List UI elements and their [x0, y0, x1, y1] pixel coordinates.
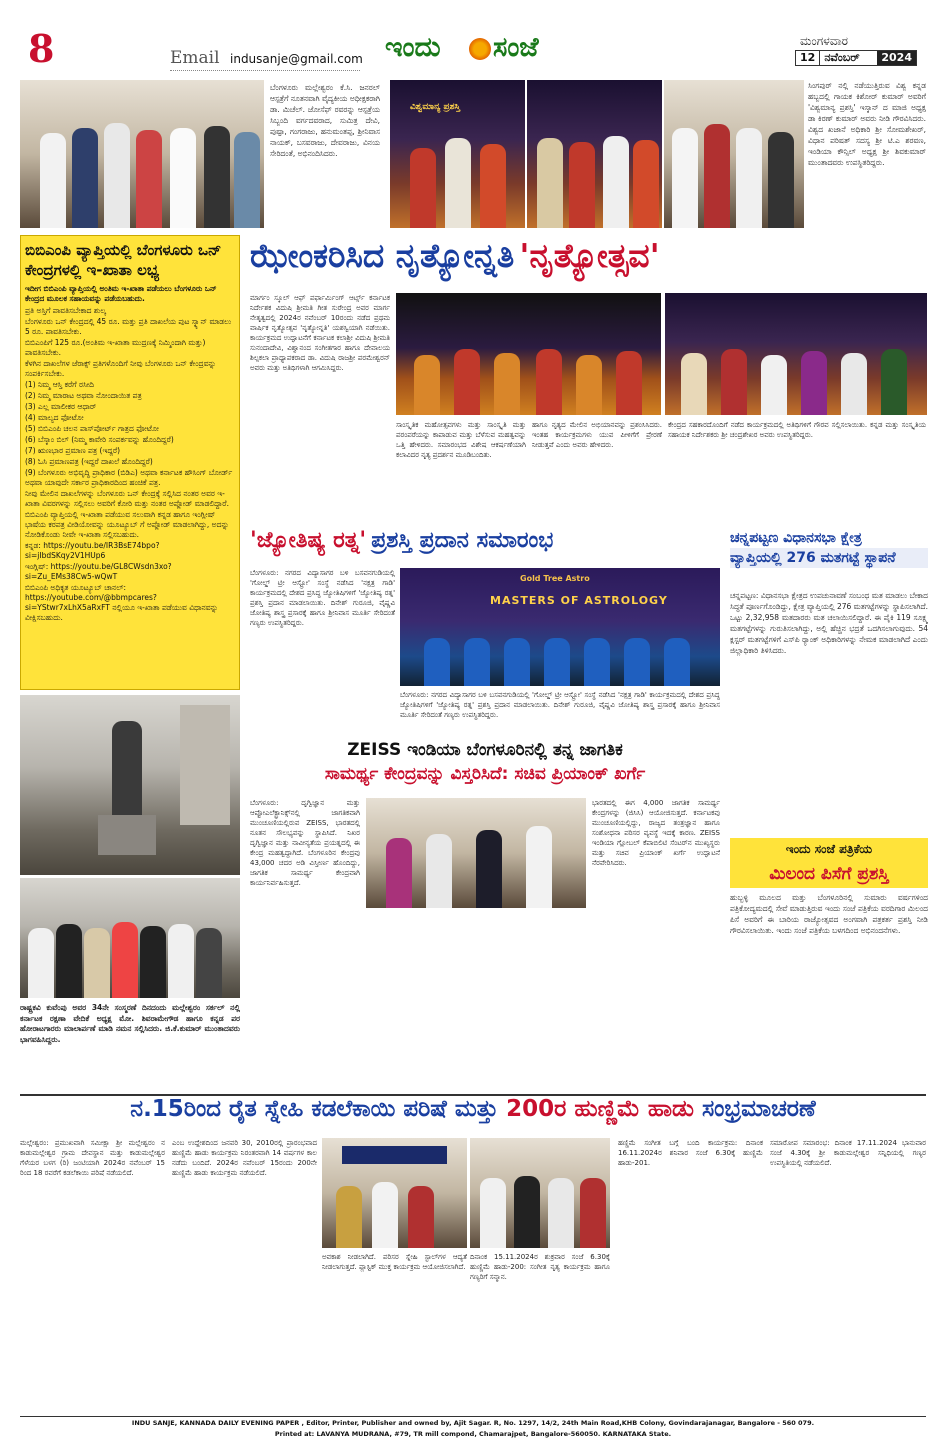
bottom-col-5: ಹಣ್ಣಿಮೆ ಸಂಗೀತ ಬಗ್ಗೆ ಬಂದಿ ಕಾರ್ಯಕ್ರಮ: ದಿನಾಂಕ 16.11.2024ರ ಶನಿವಾರ ಸಂಜೆ 6.30ಕ್ಕೆ ಹುಣ್ಣಿಮೆ ಹಾಡು-201. — [618, 1139, 763, 1167]
bottom-col-1: ಮಲ್ಲೇಶ್ವರಂ: ಪ್ರಮುಖವಾಗಿ ಸಮೀಕ್ಷಾ ಶ್ರೀ ಮಲ್ಲೇಶ್ವರಂ ನ ಕಾಡುಮಲ್ಲೇಶ್ವರ ಗ್ರಾಮ ದೇವಸ್ಥಾನ ಮತ್ತು ಕಾಡುಮಲ್ಲೇಶ್ವರ ಗೆಳೆಯರ ಬಳಗ (ರಿ) ಜಂಟಿಯಾಗಿ 2024ರ ನವೆಂಬರ್ 15 ರಿಂದ 18 ರವರೆಗೆ ಕಡಲೆಕಾಯಿ ಪರಿಷೆ ನಡೆಯಲಿದೆ. — [20, 1139, 165, 1177]
statue-caption: ರಾಷ್ಟ್ರಕವಿ ಕುವೆಂಪು ಅವರ 34ನೇ ಸಂಸ್ಮರಣೆ ದಿನದಂದು ಮಲ್ಲೇಶ್ವರಂ ಸರ್ಕಲ್ ನಲ್ಲಿ ಕರ್ನಾಟಕ ರಕ್ಷಣಾ ವೇದಿಕೆ ಅಧ್ಯಕ್ಷ ಮೋ. ಶಿವರಾಮೇಗೌಡ ಹಾಗೂ ಕನ್ನಡ ಪರ ಹೋರಾಟಗಾರರು ಮಾಲಾರ್ಪಣೆ ಮಾಡಿ ನಮನ ಸಲ್ಲಿಸಿದರು. ಜಿ.ಕೆ.ಕುಮಾರ್ ಮುಂತಾದವರು ಭಾಗವಹಿಸಿದ್ದರು. — [20, 1003, 240, 1044]
bottom-headline-a: ನ.15ರಿಂದ ರೈತ ಸ್ನೇಹಿ ಕಡಲೆಕಾಯಿ ಪರಿಷೆ ಮತ್ತು — [130, 1096, 507, 1122]
election-headline — [730, 528, 928, 588]
award-photo-right — [527, 80, 662, 228]
page-number: 8 — [28, 26, 55, 71]
bottom-col-4: ದಿನಾಂಕ 15.11.2024ರ ಶುಕ್ರವಾರ ಸಂಜೆ 6.30ಕ್ಕೆ ಹುಣ್ಣಿಮೆ ಹಾಡು-200: ಸಂಗೀತ ನೃತ್ಯ ಕಾರ್ಯಕ್ರಮ ಹಾಗೂ ಗಣ್ಯರಿಗೆ ಸನ್ಮಾನ. — [470, 1253, 610, 1281]
logo — [385, 32, 570, 68]
astrology-col-2 — [400, 690, 720, 730]
bottom-photo-group — [470, 1138, 610, 1248]
email-label: Email — [170, 48, 220, 68]
bbmp-list-item: ನೀವು ಮೇಲಿನ ದಾಖಲೆಗಳನ್ನು ಬೆಂಗಳೂರು ಒನ್ ಕೇಂದ್ರಕ್ಕೆ ಸಲ್ಲಿಸಿದ ನಂತರ ಅವರ ಇ-ಖಾತಾ ವಿವರಗಳನ್ನು ಸಲ್ಲಿಸಲು ಅವರಿಗೆ ಕೋರಿ ಮತ್ತು ನಂತರ ಅಪ್ಲೋಡ್ ಮಾಡಲಿದ್ದಾರೆ. — [25, 489, 229, 508]
bbmp-list-item: (2) ನಿಮ್ಮ ಮಾರಾಟ ಅಥವಾ ನೋಂದಾಯಿತ ಪತ್ರ — [25, 391, 142, 400]
bottom-col-6: ಸಮಾರೋಪ ಸಮಾರಂಭ: ದಿನಾಂಕ 17.11.2024 ಭಾನುವಾರ ಸಂಜೆ 4.30ಕ್ಕೆ ಶ್ರೀ ಕಾಡುಮಲ್ಲೇಶ್ವರ ಸನ್ನಿಧಿಯಲ್ಲಿ ಗಣ್ಯರ ಉಪಸ್ಥಿತಿಯಲ್ಲಿ ನಡೆಯಲಿದೆ. — [770, 1139, 926, 1167]
zeiss-headline — [250, 738, 720, 798]
banner-caption: ವಿಶ್ವಮಾನ್ಯ ಪ್ರಶಸ್ತಿ — [410, 102, 461, 112]
hospital-photo — [20, 80, 264, 228]
bbmp-list-item: (1) ನಿಮ್ಮ ಆಸ್ತಿ ಕರೆಗೆ ರಸೀದಿ — [25, 380, 95, 389]
day-label: ಮಂಗಳವಾರ — [800, 34, 849, 48]
bbmp-list-item: (5) ಬಿಬಿಎಂಪಿ ಚಲನ ಪಾಸ್‌ಪೋರ್ಟ್ ಗಾತ್ರದ ಫೋಟೋ — [25, 424, 159, 433]
bbmp-list-item: ಪ್ರತಿ ಅಸ್ತಿಗೆ ಪಾವತಿಸಬೇಕಾದ ಶುಲ್ಕ — [25, 306, 106, 315]
award-photo-left — [390, 80, 525, 228]
dance-col-4: ಕೇಂದ್ರದ ಸಹಕಾರದೊಂದಿಗೆ ನಡೆದ ಕಾರ್ಯಕ್ರಮದಲ್ಲಿ ಅತಿಥಿಗಳಿಗೆ ಗೌರವ ಸಲ್ಲಿಸಲಾಯಿತು. ಕನ್ನಡ ಮತ್ತು ಸಂಸ್ಕೃತಿಯ ಸಹಾಯಕ ನಿರ್ದೇಶಕರು ಶ್ರೀ ಚಂದ್ರಶೇಖರ ಅವರು ಉಪಸ್ಥಿತರಿದ್ದರು. — [668, 421, 926, 439]
astrology-headline — [250, 528, 720, 568]
date-day: 12 — [796, 51, 820, 65]
bbmp-list-item: (4) ಮಾಲ್ಯದ ಫೋಟೋ — [25, 413, 84, 422]
logo-right: ಸಂಜೆ — [493, 32, 539, 63]
award-text: ಹುಬ್ಬಳ್ಳಿ ಮೂಲದ ಮತ್ತು ಬೆಂಗಳೂರಿನಲ್ಲಿ ಸುಮಾರು ವರ್ಷಗಳಿಂದ ಪತ್ರಿಕೋದ್ಯಮದಲ್ಲಿ ಸೇವೆ ಮಾಡುತ್ತಿರುವ ಇಂದು ಸಂಜೆ ಪತ್ರಿಕೆಯ ವರದಿಗಾರ ಮಿಲಂದ ಪಿಸೆ ಅವರಿಗೆ ಈ ಬಾರಿಯ ರಾಜ್ಯೋತ್ಸವದ ಅಂಗವಾಗಿ ಪತ್ರಕರ್ತ ಪ್ರಶಸ್ತಿ ನೀಡಿ ಗೌರವಿಸಲಾಯಿತು. ಇಂದು ಸಂಜೆ ಪತ್ರಿಕೆಯ ಬಳಗದಿಂದ ಅಭಿನಂದನೆಗಳು. — [730, 893, 928, 935]
dance-headline — [250, 236, 930, 286]
zeiss-headline-line1: ZEISS ಇಂಡಿಯಾ ಬೆಂಗಳೂರಿನಲ್ಲಿ ತನ್ನ ಜಾಗತಿಕ — [347, 740, 623, 760]
bbmp-headline: ಬಿಬಿಎಂಪಿ ವ್ಯಾಪ್ತಿಯಲ್ಲಿ ಬೆಂಗಳೂರು ಒನ್ ಕೇಂದ್ರಗಳಲ್ಲಿ ಇ-ಖಾತಾ ಲಭ್ಯ — [25, 241, 222, 279]
sun-icon — [469, 38, 491, 60]
dance-col-2: ಸಾಂಸ್ಕೃತಿಕ ಮಹೋತ್ಸವಗಳು ಮತ್ತು ಸಾಂಸ್ಕೃತಿ ಮತ್ತು ಪರಂಪರೆಯನ್ನು ಕಾಪಾಡುವ ಮತ್ತು ಬೆಳೆಸುವ ಮಹತ್ವವನ್ನು ಒತ್ತಿ ಹೇಳಿದರು. ಸಮಾರಂಭದ ವಿಶೇಷ ಆಕರ್ಷಣೆಯಾಗಿ ಕಲಾವಿದರ ನೃತ್ಯ ಪ್ರದರ್ಶನ ಮೂಡಿಬಂದಿತು. — [396, 421, 526, 459]
footer-line-1: INDU SANJE, KANNADA DAILY EVENING PAPER , Editor, Printer, Publisher and owned by, Ajit Sagar. R, No. 1297, 14/2, 24th Main Road,KHB Colony, Govindarajanagar, Bangalore - 560 079. — [131, 1419, 815, 1427]
singapore-story-text: ಸಿಂಗಪುರ್ ನಲ್ಲಿ ನಡೆಯುತ್ತಿರುವ ವಿಶ್ವ ಕನ್ನಡ ಹಬ್ಬದಲ್ಲಿ ಗಾಯಕ ಕಿಶೋರ್ ಕುಮಾರ್ ಅವರಿಗೆ 'ವಿಶ್ವಮಾನ್ಯ ಪ್ರಶಸ್ತಿ' ಇಸ್ಕಾನ್ ದ ಮಾಜಿ ಅಧ್ಯಕ್ಷ ಡಾ ಕಿರಣ್ ಕುಮಾರ್ ಅವರು ನೀಡಿ ಗೌರವಿಸಿದರು. ವಿಶ್ವದ ಖಜಾನೆ ಅಧಿಕಾರಿ ಶ್ರೀ ಸೋಮಶೇಖರ್, ವಿಧಾನ ಪರಿಷತ್ ಸದಸ್ಯ ಶ್ರೀ ಟಿ.ಎ ಶರವಣ, ಇಂಡಿಯಾ ಕೌನ್ಸಿಲ್ ಅಧ್ಯಕ್ಷ ಶ್ರೀ ಶಿವಕುಮಾರ್ ಮುಂತಾದವರು ಉಪಸ್ಥಿತರಿದ್ದರು. — [808, 81, 926, 167]
dance-photo-performers — [396, 293, 661, 415]
dance-headline-part2: 'ನೃತ್ಯೋತ್ಸವ' — [519, 236, 660, 275]
award-title-line1: ಇಂದು ಸಂಜೆ ಪತ್ರಿಕೆಯ — [730, 838, 928, 860]
zeiss-headline-line2: ಸಾಮರ್ಥ್ಯ ಕೇಂದ್ರವನ್ನು ವಿಸ್ತರಿಸಿದೆ: ಸಚಿವ ಪ್ರಿಯಾಂಕ್ ಖರ್ಗೆ — [324, 764, 646, 784]
zeiss-text-left: ಬೆಂಗಳೂರು: ದೃಗ್ವಿಜ್ಞಾನ ಮತ್ತು ಆಪ್ಟೋಎಲೆಕ್ಟ್ರಾನಿಕ್ಸ್‌ನಲ್ಲಿ ಜಾಗತಿಕವಾಗಿ ಮುಂಚೂಣಿಯಲ್ಲಿರುವ ZEISS, ಭಾರತದಲ್ಲಿ ನೂತನ ಸೌಲಭ್ಯವನ್ನು ಸ್ಥಾಪಿಸಿದೆ. ನಿಖರ ದೃಗ್ವಿಜ್ಞಾನ ಮತ್ತು ನಾವೀನ್ಯತೆಯ ಪ್ರಯತ್ನದಲ್ಲಿ ಈ ಕೇಂದ್ರ ಮಹತ್ವದ್ದಾಗಿದೆ. ಬೆಂಗಳೂರಿನ ಕೇಂದ್ರವು 43,000 ಚದರ ಅಡಿ ವಿಸ್ತೀರ್ಣ ಹೊಂದಿದ್ದು, ಜಾಗತಿಕ ಸಾಮರ್ಥ್ಯ ಕೇಂದ್ರವಾಗಿ ಕಾರ್ಯನಿರ್ವಹಿಸುತ್ತದೆ. — [250, 799, 360, 887]
astrology-headline-rest: ಪ್ರಶಸ್ತಿ ಪ್ರದಾನ ಸಮಾರಂಭ — [371, 528, 554, 553]
award-title-line2: ಮಿಲಂದ ಪಿಸೆಗೆ ಪ್ರಶಸ್ತಿ — [730, 860, 928, 888]
bbmp-list-item: ಕನ್ನಡ: https://youtu.be/IR3BsE74bpo?si=jIbdSKqy2V1HUp6 — [25, 541, 160, 560]
bbmp-list-item: (7) ಋಣಭಾರ ಪ್ರಮಾಣ ಪತ್ರ (ಇದ್ದರೆ) — [25, 446, 121, 455]
bottom-photo-event — [322, 1138, 467, 1248]
astrology-photo-caption: ಬೆಂಗಳೂರು: ನಗರದ ವಿದ್ಯಾಸಾಗರ ಬಳಿ ಬಸವನಗುಡಿಯಲ್ಲಿ 'ಗೋಲ್ಡ್ ಟ್ರೀ ಆಸ್ಟ್ರೋ' ಸಂಸ್ಥೆ ನಡೆಸಿದ 'ನಕ್ಷತ್ರ ಗಾಡಿ' ಕಾರ್ಯಕ್ರಮದಲ್ಲಿ ದೇಶದ ಪ್ರಸಿದ್ಧ ಜ್ಯೋತಿಷಿಗಳಿಗೆ 'ಜ್ಯೋತಿಷ್ಯ ರತ್ನ' ಪ್ರಶಸ್ತಿ ಪ್ರದಾನ ಮಾಡಲಾಯಿತು. ದಿನೇಶ್ ಗುರೂಜಿ, ವೈಷ್ಣವಿ ಜೋತಿಷ್ಯ ಶಾಸ್ತ್ರ ಪ್ರಸಾರಕ್ಕೆ ಹಾಗೂ ಶ್ರೀನಿವಾಸ ಮೂರ್ತಿ ಸೇರಿದಂತೆ ಗಣ್ಯರು ಉಪಸ್ಥಿತರಿದ್ದರು. — [400, 691, 720, 719]
statue-group-photo — [20, 878, 240, 998]
award-box — [730, 838, 928, 1088]
bbmp-list-item: ಬಿಬಿಎಂಪಿ ವ್ಯಾಪ್ತಿಯಲ್ಲಿ ಇ-ಖಾತಾ ಪಡೆಯುವ ಸಲುವಾಗಿ ಕನ್ನಡ ಹಾಗೂ ಇಂಗ್ಲೀಷ್ ಭಾಷೆಯ ಕರಪತ್ರ ವೀಡಿಯೋವನ್ನು ಯೂಟ್ಯೂಬ್ ಗೆ ಅಪ್ಲೋಡ್ ಮಾಡಲಾಗಿದ್ದು, ಅದನ್ನು ನೋಡಿಕೊಂಡು ನೀವೇ ಇ-ಖಾತಾ ಸಲ್ಲಿಸಬಹುದು. — [25, 510, 230, 539]
hospital-story-text: ಬೆಂಗಳೂರು ಮಲ್ಲೇಶ್ವರಂ ಕೆ.ಸಿ. ಜನರಲ್ ಆಸ್ಪತ್ರೆಗೆ ನೂತನವಾಗಿ ವೈದ್ಯಕೀಯ ಅಧೀಕ್ಷಕರಾಗಿ ಡಾ. ಮಿಚೆಲ್. ಜೋಸೆಫ್ ರವರನ್ನು ಆಸ್ಪತ್ರೆಯ ಸಿಬ್ಬಂದಿ ವರ್ಗದವರಾದ, ಸುಮಿತ್ರ ದೇವಿ, ಪುಷ್ಪಾ, ಗಂಗರಾಜು, ಹನುಮಂತಪ್ಪ, ಶ್ರೀನಿವಾಸ ನಾಯಕ್, ಬಸವರಾಜು, ದೇವರಾಜು, ವಿನಯ ಸೇರಿದಂತೆ, ಅಭಿನಂದಿಸಿದರು. — [270, 83, 380, 158]
masthead — [0, 0, 945, 74]
astrology-photo — [400, 568, 720, 686]
bbmp-list-item: ಇಂಗ್ಲಿಷ್: https://youtu.be/GL8CWsdn3xo?si=Zu_EMs38Cw5-wQwT — [25, 562, 172, 581]
dance-headline-part1: ಝೇಂಕರಿಸಿದ ನೃತ್ಯೋನ್ನತಿ — [250, 236, 515, 275]
bbmp-list-item: (3) ಎಲ್ಲ ಮಾಲೀಕರ ಆಧಾರ್ — [25, 402, 97, 411]
astrology-photo-sign: Gold Tree Astro — [520, 574, 590, 583]
bbmp-list-item: (8) ಓಸಿ ಪ್ರಮಾಣಪತ್ರ (ಇದ್ದರೆ ದಾಖಲೆ ಹೊಂದಿದ್ದರೆ) — [25, 457, 153, 466]
footer-line-2: Printed at: LAVANYA MUDRANA, #79, TR mill compond, Chamarajpet, Bangalore-560050. KARNATAKA State. — [274, 1430, 672, 1438]
bbmp-list-item: (6) ಬೆಸ್ಕಾಂ ಬಿಲ್ (ನಿಮ್ಮ ಕಾವೇರಿ ಸಂಪರ್ಕವನ್ನು ಹೊಂದಿದ್ದರೆ) — [25, 435, 174, 444]
bbmp-list — [25, 306, 235, 623]
date-box — [795, 50, 917, 66]
zeiss-text-right: ಭಾರತದಲ್ಲಿ ಈಗ 4,000 ಜಾಗತಿಕ ಸಾಮರ್ಥ್ಯ ಕೇಂದ್ರಗಳನ್ನು (ಜಿಸಿಸಿ) ಆಯೋಜಿಸುತ್ತದೆ. ಕರ್ನಾಟಕವು ಮುಂಚೂಣಿಯಲ್ಲಿದ್ದು, ರಾಜ್ಯದ ತಂತ್ರಜ್ಞಾನ ಹಾಗೂ ಸಂಶೋಧನಾ ಪರಿಸರ ವ್ಯವಸ್ಥೆ ಇದಕ್ಕೆ ಕಾರಣ. ZEISS ಇಂಡಿಯಾ ಗ್ಲೋಬಲ್ ಕೆಪಾಬಿಲಿಟಿ ಸೆಂಟರ್‌ನ ಮುಖ್ಯಸ್ಥರು ಮತ್ತು ಸಚಿವ ಪ್ರಿಯಾಂಕ್ ಖರ್ಗೆ ಉದ್ಘಾಟನೆ ನೆರವೇರಿಸಿದರು. — [592, 799, 720, 867]
date-month: ನವೆಂಬರ್ — [824, 51, 860, 64]
footer-rule — [20, 1416, 926, 1417]
election-text: ಚನ್ನಪಟ್ಟಣ: ವಿಧಾನಸಭಾ ಕ್ಷೇತ್ರದ ಉಪಚುನಾವಣೆ ಸಂಬಂಧ ಮತ ಮಾಡಲು ಬೇಕಾದ ಸಿದ್ಧತೆ ಪೂರ್ಣಗೊಂಡಿದ್ದು, ಕ್ಷೇತ್ರ ವ್ಯಾಪ್ತಿಯಲ್ಲಿ 276 ಮತಗಟ್ಟೆಗಳನ್ನು ಸ್ಥಾಪಿಸಲಾಗಿದೆ. ಒಟ್ಟು 2,32,958 ಮತದಾರರು ಮತ ಚಲಾಯಿಸಲಿದ್ದಾರೆ. ಈ ಪೈಕಿ 119 ಸೂಕ್ಷ್ಮ ಮತಗಟ್ಟೆಗಳನ್ನು ಗುರುತಿಸಲಾಗಿದ್ದು, ಅಲ್ಲಿ ಹೆಚ್ಚಿನ ಭದ್ರತೆ ಒದಗಿಸಲಾಗುವುದು. 54 ಕ್ಲಸ್ಟರ್ ಮತಗಟ್ಟೆಗಳಿಗೆ ಎಸ್‌ಪಿ ರ‍್ಯಾಂಕ್ ಅಧಿಕಾರಿಗಳನ್ನು ನೇಮಕ ಮಾಡಲಾಗಿದೆ ಎಂದು ಜಿಲ್ಲಾಧಿಕಾರಿ ತಿಳಿಸಿದರು. — [730, 591, 928, 655]
astrology-headline-quote: 'ಜ್ಯೋತಿಷ್ಯ ರತ್ನ' — [250, 528, 367, 553]
astrology-photo-banner: MASTERS OF ASTROLOGY — [490, 594, 668, 607]
dance-photo-guests — [665, 293, 927, 415]
dance-col-3: ಹಾಗೂ ನೃತ್ಯದ ಮೇಲಿನ ಅಭಿಯಾನವನ್ನು ಪ್ರಶಂಸಿಸಿದರು. ಇಂತಹ ಕಾರ್ಯಕ್ರಮಗಳು ಯುವ ಪೀಳಿಗೆಗೆ ಪ್ರೇರಣೆ ನೀಡುತ್ತವೆ ಎಂದು ಅವರು ಹೇಳಿದರು. — [532, 421, 662, 449]
bottom-col-2: ಎಂಬ ಉದ್ದೇಶದಿಂದ ಜನವರಿ 30, 2010ರಲ್ಲಿ ಪ್ರಾರಂಭವಾದ ಹುಣ್ಣಿಮೆ ಹಾಡು ಕಾರ್ಯಕ್ರಮ ನಿರಂತರವಾಗಿ 14 ವರ್ಷಗಳ ಕಾಲ ನಡೆದು ಬಂದಿದೆ. 2024ರ ನವೆಂಬರ್ 15ರಂದು 200ನೇ ಹುಣ್ಣಿಮೆ ಹಾಡು ಕಾರ್ಯಕ್ರಮ ನಡೆಯಲಿದೆ. — [172, 1139, 317, 1177]
email-address: indusanje@gmail.com — [230, 52, 363, 66]
date-year: 2024 — [877, 51, 916, 65]
award-photo-group — [664, 80, 804, 228]
astrology-col-1: ಬೆಂಗಳೂರು: ನಗರದ ವಿದ್ಯಾಸಾಗರ ಬಳಿ ಬಸವನಗುಡಿಯಲ್ಲಿ 'ಗೋಲ್ಡ್ ಟ್ರೀ ಆಸ್ಟ್ರೋ' ಸಂಸ್ಥೆ ನಡೆಸಿದ 'ನಕ್ಷತ್ರ ಗಾಡಿ' ಕಾರ್ಯಕ್ರಮದಲ್ಲಿ ದೇಶದ ಪ್ರಸಿದ್ಧ ಜ್ಯೋತಿಷಿಗಳಿಗೆ 'ಜ್ಯೋತಿಷ್ಯ ರತ್ನ' ಪ್ರಶಸ್ತಿ ಪ್ರದಾನ ಮಾಡಲಾಯಿತು. ದಿನೇಶ್ ಗುರೂಜಿ, ವೈಷ್ಣವಿ ಜೋತಿಷ್ಯ ಶಾಸ್ತ್ರ ಪ್ರಸಾರಕ್ಕೆ ಹಾಗೂ ಶ್ರೀನಿವಾಸ ಮೂರ್ತಿ ಸೇರಿದಂತೆ ಗಣ್ಯರು ಉಪಸ್ಥಿತರಿದ್ದರು. — [250, 569, 395, 627]
bottom-col-3: ಅವಕಾಶ ನೀಡಲಾಗಿದೆ. ಪರಿಸರ ಸ್ನೇಹಿ ಸ್ಟಾಲ್‌ಗಳ ಆದ್ಯತೆ ನೀಡಲಾಗುತ್ತದೆ. ಪ್ಲಾಸ್ಟಿಕ್ ಮುಕ್ತ ಕಾರ್ಯಕ್ರಮ ಆಯೋಜಿಸಲಾಗಿದೆ. — [322, 1253, 467, 1271]
bbmp-list-item: ಬಿಬಿಎಂಪಿ ಅಧಿಕೃತ ಯೂಟ್ಯೂಬ್ ಚಾನಲ್: https://youtube.com/@bbmpcares?si=YStwr7xLhX5aRxFT ನಲ್ಲಿಯೂ ಇ-ಖಾತಾ ಪಡೆಯುವ ವಿಧಾನವನ್ನು ವೀಕ್ಷಿಸಬಹುದು. — [25, 583, 219, 622]
bbmp-list-item: (9) ಬೆಂಗಳೂರು ಅಭಿವೃದ್ಧಿ ಪ್ರಾಧಿಕಾರ (ಬಿಡಿಎ) ಅಥವಾ ಕರ್ನಾಟಕ ಹೌಸಿಂಗ್ ಬೋರ್ಡ್ ಅಥವಾ ಯಾವುದೇ ಸರ್ಕಾರ ಪ್ರಾಧಿಕಾರದಿಂದ ಹಂಚಿಕೆ ಪತ್ರ. — [25, 468, 233, 487]
bottom-headline — [20, 1096, 926, 1136]
bottom-headline-c: ಸಂಭ್ರಮಾಚರಣೆ — [693, 1096, 816, 1122]
election-headline-line2: ವ್ಯಾಪ್ತಿಯಲ್ಲಿ 276 ಮತಗಟ್ಟೆ ಸ್ಥಾಪನೆ — [730, 548, 928, 568]
bbmp-list-item: ಬೆಂಗಳೂರು ಒನ್ ಕೇಂದ್ರದಲ್ಲಿ 45 ರೂ. ಮತ್ತು ಪ್ರತಿ ದಾಖಲೆಯ ಪುಟ ಸ್ಕ್ಯಾನ್ ಮಾಡಲು 5 ರೂ. ಪಾವತಿಸಬೇಕು. — [25, 317, 232, 336]
bbmp-list-item: ಬಿಬಿಎಂಪಿಗೆ 125 ರೂ.(ಅಂತಿಮ ಇ-ಖಾತಾ ಮುದ್ರಣಕ್ಕೆ ನಿಮ್ಮಿಂದಾಗಿ ಮತ್ತು) ಪಾವತಿಸಬೇಕು. — [25, 338, 206, 357]
masthead-dotted-line — [170, 70, 360, 71]
bottom-headline-b: 200ರ ಹುಣ್ಣಿಮೆ ಹಾಡು — [506, 1096, 694, 1122]
election-headline-line1: ಚನ್ನಪಟ್ಟಣ ವಿಧಾನಸಭಾ ಕ್ಷೇತ್ರ — [730, 530, 862, 546]
bbmp-box — [20, 235, 240, 690]
bbmp-lead: ಇದೀಗ ಬಿಬಿಎಂಪಿ ವ್ಯಾಪ್ತಿಯಲ್ಲಿ ಅಂತಿಮ ಇ-ಖಾತಾ ಪಡೆಯಲು ಬೆಂಗಳೂರು ಒನ್ ಕೇಂದ್ರದ ಮೂಲಕ ಸಹಾಯವನ್ನು ಪಡೆಯಬಹುದು. — [25, 284, 217, 303]
dance-col-1: ಮಾರ್ಗಂ ಸ್ಕೂಲ್ ಆಫ್ ಪರ್ಫಾರ್ಮಿಂಗ್ ಆರ್ಟ್ಸ್ ಕರ್ನಾಟಕ ನಿರ್ದೇಶಕ ವಿದುಷಿ ಶ್ರೀಮತಿ ಗೀತ ಸುರೇಂದ್ರ ಅವರ ಮಾರ್ಗ ನೇತೃತ್ವದಲ್ಲಿ 2024ರ ನವೆಂಬರ್ 10ರಂದು ನಡೆದ ಪ್ರಥಮ ವಾರ್ಷಿಕ ನೃತ್ಯೋತ್ಸವ 'ನೃತ್ಯೋನ್ನತಿ' ಯಶಸ್ವಿಯಾಗಿ ನಡೆಯಿತು. ಕಾರ್ಯಕ್ರಮದ ಉದ್ಘಾಟನೆಗೆ ಕರ್ನಾಟಕ ಕಲಾಶ್ರೀ ವಿದುಷಿ ಶ್ರೀಮತಿ ಸುನಂದಾದೇವಿ, ವಿಶ್ವಾನಂದ ಸಂಗೀತಗಾರ ಹಾಗೂ ದೇವಾಲಯ ಶಿಲ್ಪಕಲಾ ಪ್ರಾಧ್ಯಾಪಕರಾದ ಡಾ. ವಿದುಷಿ ರಾಜಶ್ರೀ ಪರಮೇಶ್ವರನ್ ಅವರು ಮತ್ತು ಅತಿಥಿಗಳಾಗಿ ಆಗಮಿಸಿದ್ದರು. — [250, 294, 390, 372]
statue-photo — [20, 695, 240, 875]
logo-left: ಇಂದು — [385, 32, 441, 63]
zeiss-text-mid — [366, 912, 586, 1087]
zeiss-photo — [366, 798, 586, 908]
bbmp-list-item: ಕೆಳಗಿನ ದಾಖಲೆಗಳ ಜೆರಾಕ್ಸ್ ಪ್ರತಿಗಳೊಂದಿಗೆ ನೀವು ಬೆಂಗಳೂರು ಒನ್ ಕೇಂದ್ರವನ್ನು ಸಂಪರ್ಕಿಸಬೇಕು. — [25, 359, 217, 378]
